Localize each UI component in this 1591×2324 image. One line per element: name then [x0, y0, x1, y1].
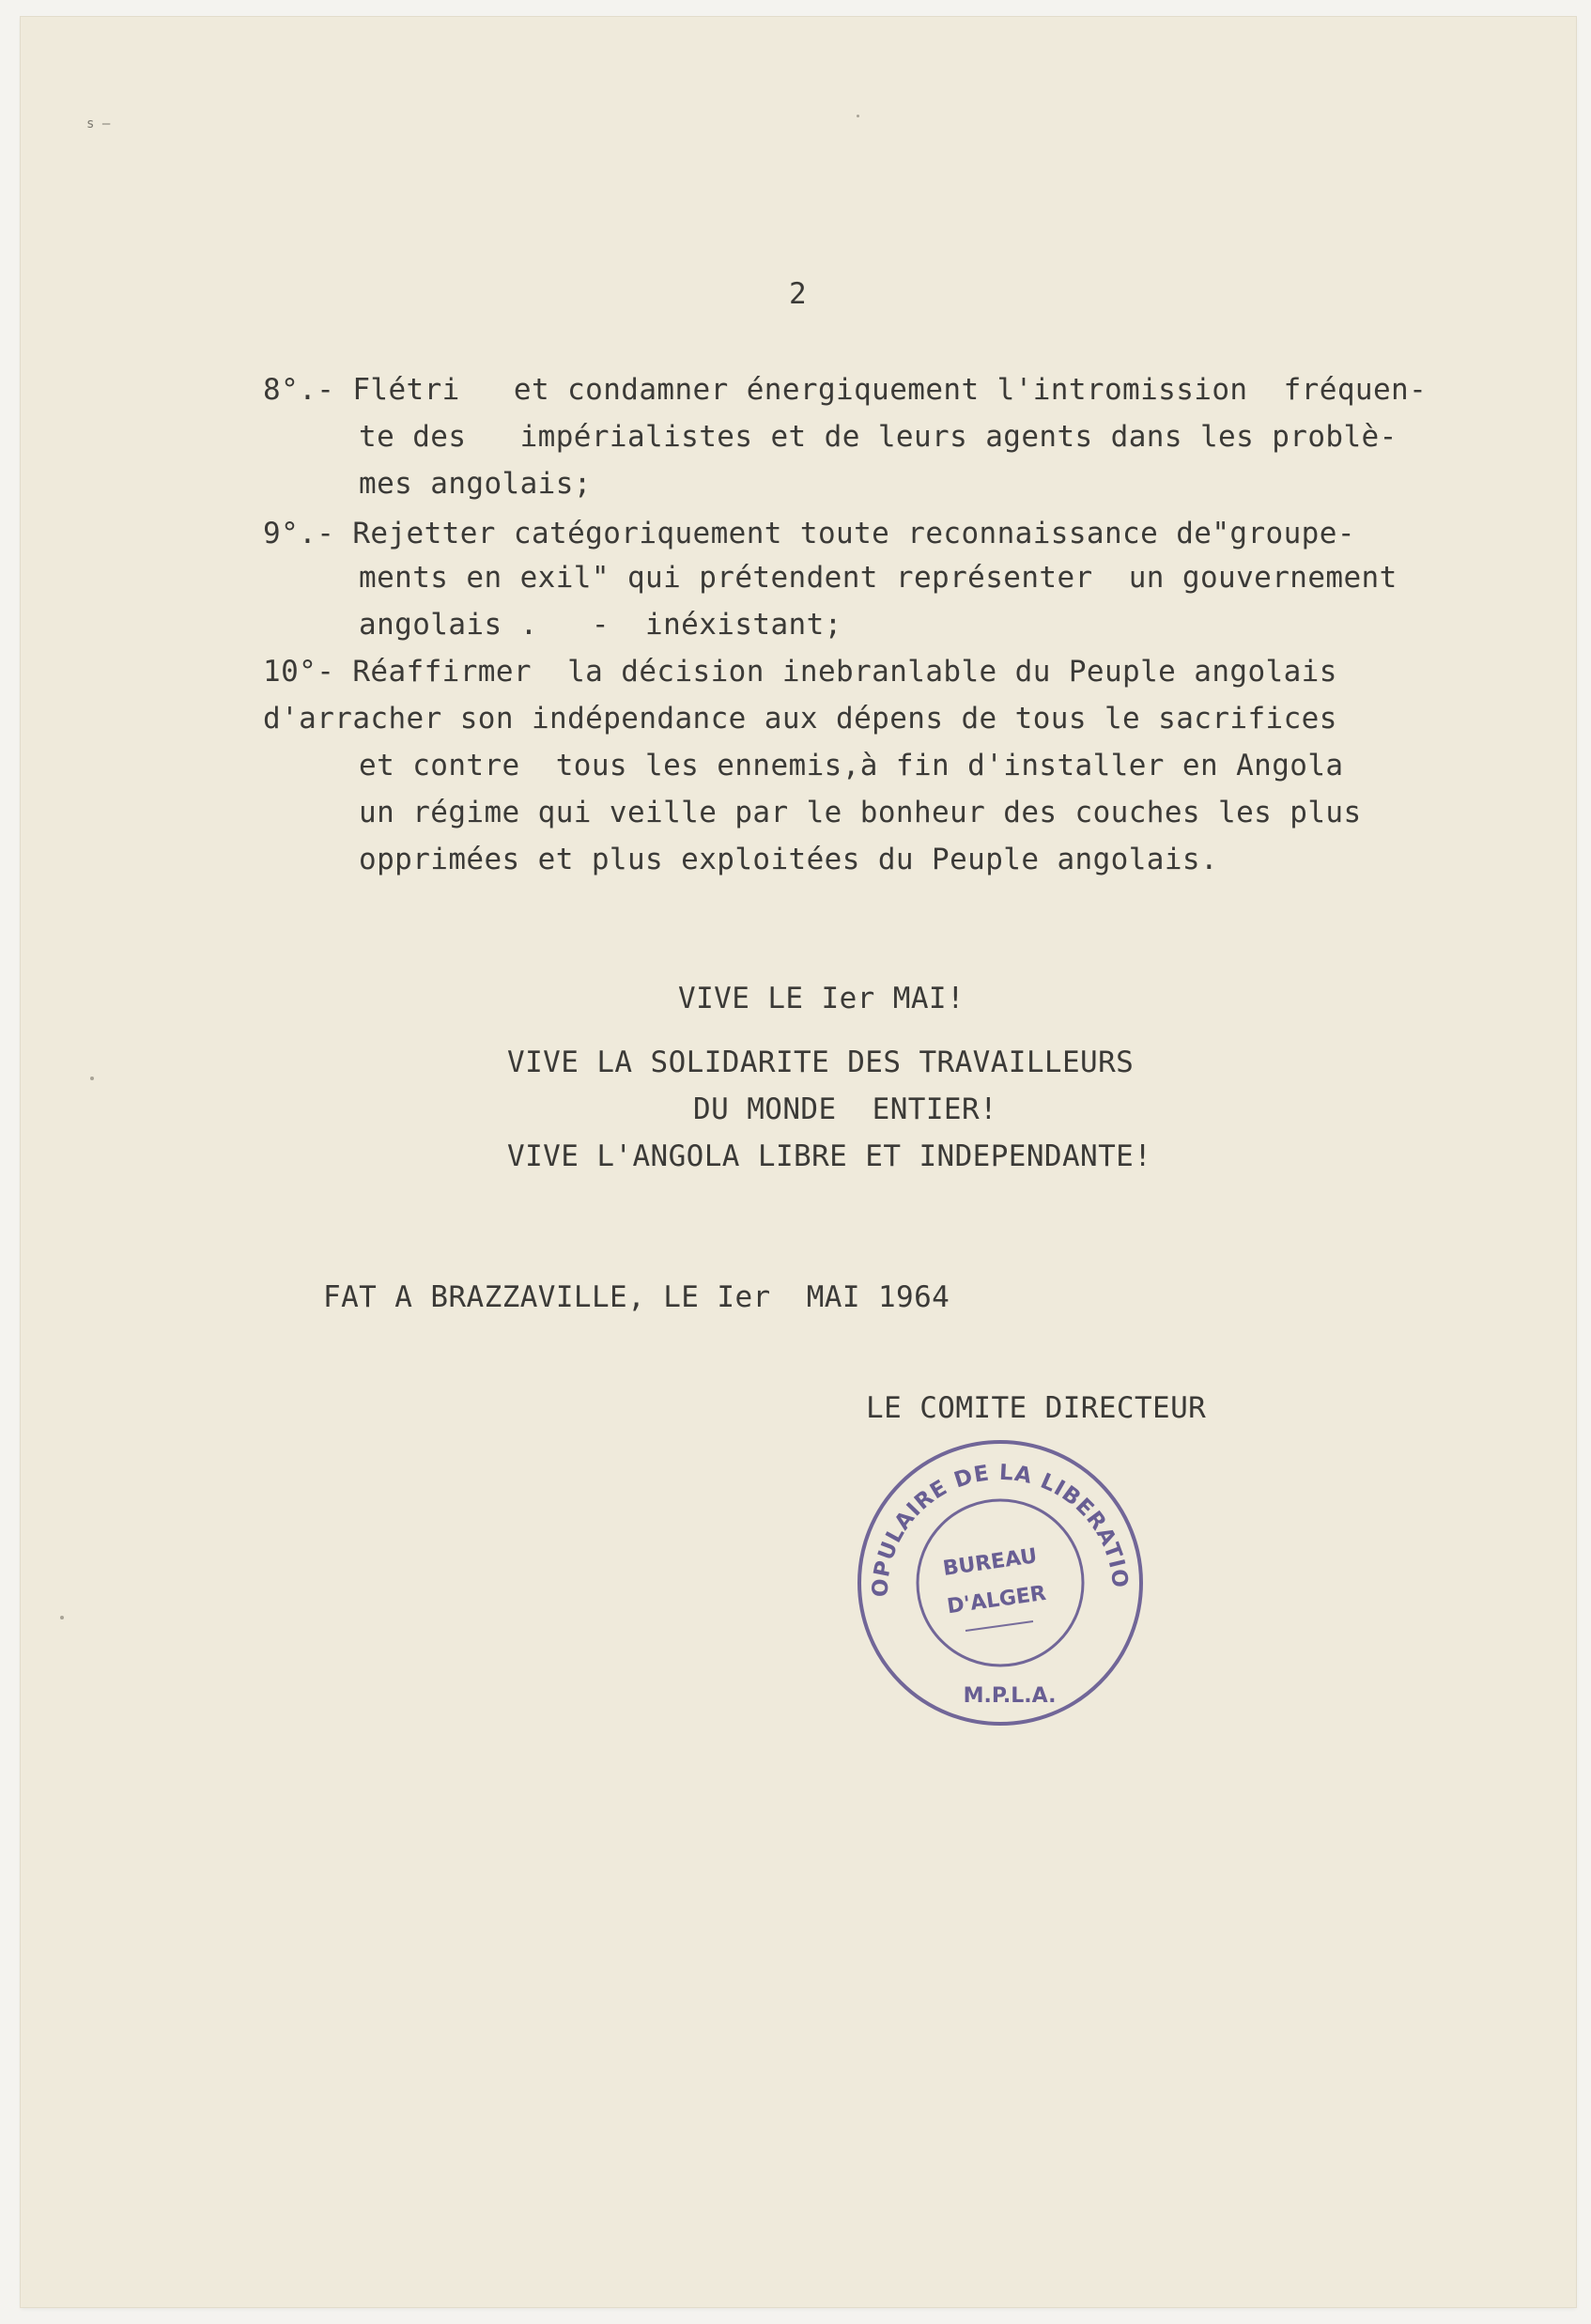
slogan-2: VIVE LA SOLIDARITE DES TRAVAILLEURS — [507, 1046, 1135, 1079]
stamp-outer-text: OPULAIRE DE LA LIBERATIO — [868, 1460, 1133, 1598]
item-9-line-1: 9°.- Rejetter catégoriquement toute reconnaissance de"groupe- — [263, 517, 1355, 550]
item-9-line-3: angolais . - inéxistant; — [359, 608, 842, 642]
stamp-bottom-text: M.P.L.A. — [963, 1684, 1057, 1708]
item-8-line-2: te des impérialistes et de leurs agents dans les problè- — [359, 420, 1398, 454]
place-date: FAT A BRAZZAVILLE, LE Ier MAI 1964 — [323, 1280, 950, 1314]
stamp-inner-ring — [918, 1500, 1083, 1666]
stamp-signature-line — [965, 1621, 1033, 1631]
signature: LE COMITE DIRECTEUR — [866, 1391, 1207, 1425]
item-8-line-1: 8°.- Flétri et condamner énergiquement l'intromission fréquen- — [263, 373, 1428, 407]
item-8-line-3: mes angolais; — [359, 467, 592, 501]
item-10-line-5: opprimées et plus exploitées du Peuple angolais. — [359, 843, 1219, 876]
stamp-graphic — [855, 1437, 1146, 1728]
slogan-3: DU MONDE ENTIER! — [693, 1092, 998, 1126]
slogan-1: VIVE LE Ier MAI! — [678, 982, 965, 1015]
stamp-center-line-1: BUREAU — [941, 1544, 1039, 1581]
margin-mark: s — — [86, 116, 111, 132]
item-10-line-2: d'arracher son indépendance aux dépens de tous le sacrifices — [263, 702, 1337, 736]
paper-speck — [60, 1616, 64, 1619]
item-10-line-3: et contre tous les ennemis,à fin d'installer en Angola — [359, 749, 1344, 782]
stamp-center-line-2: D'ALGER — [945, 1581, 1048, 1619]
item-10-line-4: un régime qui veille par le bonheur des couches les plus — [359, 796, 1362, 829]
item-9-line-2: ments en exil" qui prétendent représenter un gouvernement — [359, 561, 1398, 595]
slogan-4: VIVE L'ANGOLA LIBRE ET INDEPENDANTE! — [507, 1139, 1152, 1173]
paper-speck — [90, 1077, 94, 1080]
document-page — [21, 17, 1576, 2307]
item-10-line-1: 10°- Réaffirmer la décision inebranlable du Peuple angolais — [263, 655, 1337, 689]
paper-speck — [857, 115, 859, 117]
mpla-stamp — [855, 1437, 1146, 1728]
page-number: 2 — [789, 277, 808, 311]
